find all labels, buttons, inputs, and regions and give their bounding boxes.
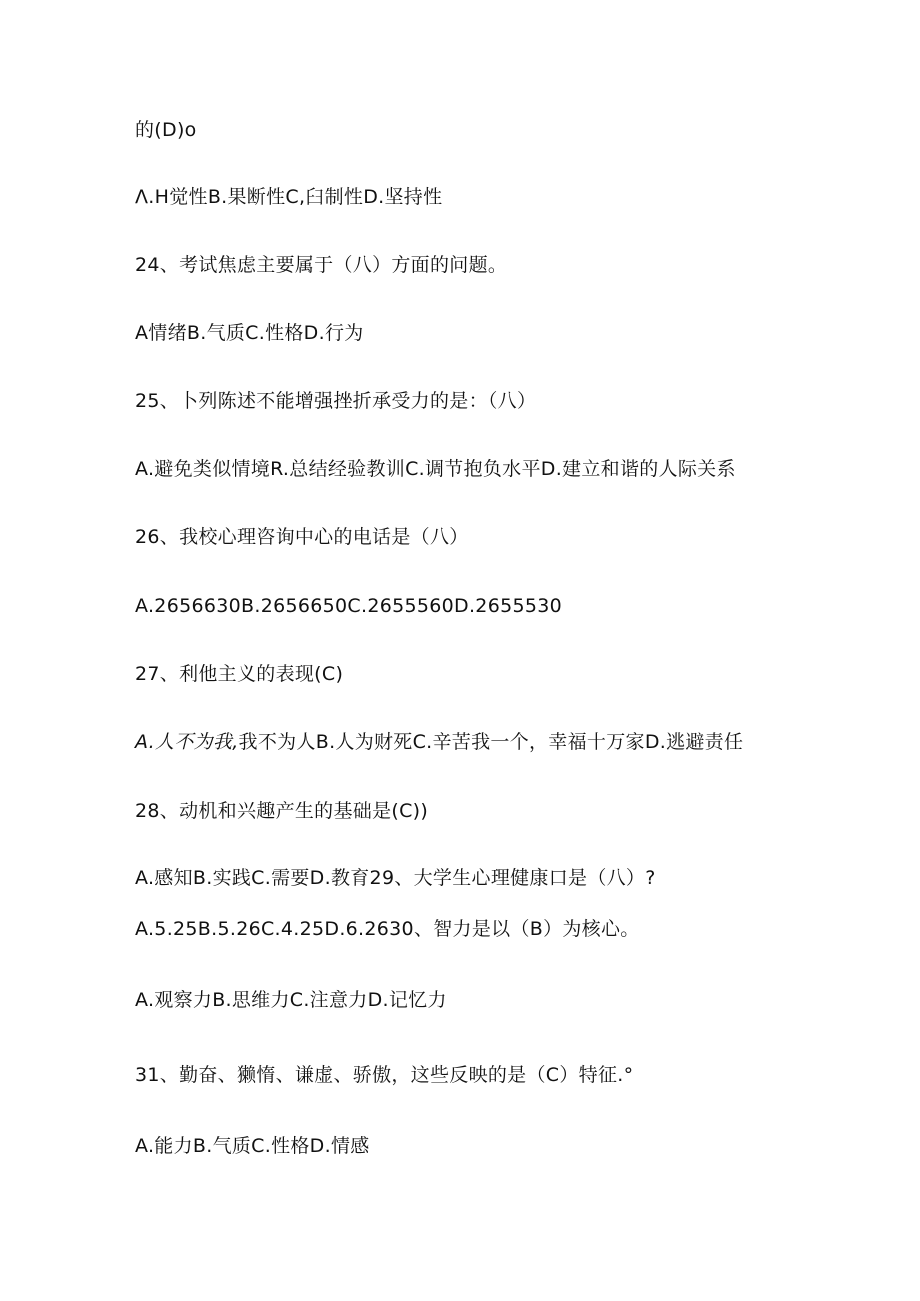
question-31: 31、勤奋、獭惰、谦虚、骄傲，这些反映的是（C）特征.° — [135, 1064, 634, 1086]
options-q29-question-30: A.5.25B.5.26C.4.25D.6.2630、智力是以（B）为核心。 — [135, 918, 640, 940]
question-28: 28、动机和兴趣产生的基础是(C)) — [135, 800, 429, 822]
options-q23: Λ.H觉性B.果断性C,臼制性D.坚持性 — [135, 186, 443, 208]
options-q24: A情绪B.气质C.性格D.行为 — [135, 322, 364, 344]
options-q28-question-29: A.感知B.实践C.需要D.教育29、大学生心理健康口是（八）? — [135, 867, 656, 889]
question-25: 25、卜列陈述不能增强挫折承受力的是：（八） — [135, 390, 537, 412]
options-q31: A.能力B.气质C.性格D.情感 — [135, 1135, 370, 1157]
question-24: 24、考试焦虑主要属于（八）方面的问题。 — [135, 254, 508, 276]
options-q27-italic: A.人不为我, — [135, 731, 239, 753]
options-q27-rest: 我不为人B.人为财死C.辛苦我一个，幸福十万家D.逃避责任 — [238, 731, 744, 753]
question-26: 26、我校心理咨询中心的电话是（八） — [135, 526, 469, 548]
options-q30: A.观察力B.思维力C.注意力D.记忆力 — [135, 989, 447, 1011]
text-line-continuation: 的(D)o — [135, 119, 197, 141]
options-q25: A.避免类似情境R.总结经验教训C.调节抱负水平D.建立和谐的人际关系 — [135, 458, 736, 480]
question-27: 27、利他主义的表现(C) — [135, 663, 344, 685]
options-q26: A.2656630B.2656650C.2655560D.2655530 — [135, 595, 563, 617]
options-q27 — [135, 729, 743, 755]
